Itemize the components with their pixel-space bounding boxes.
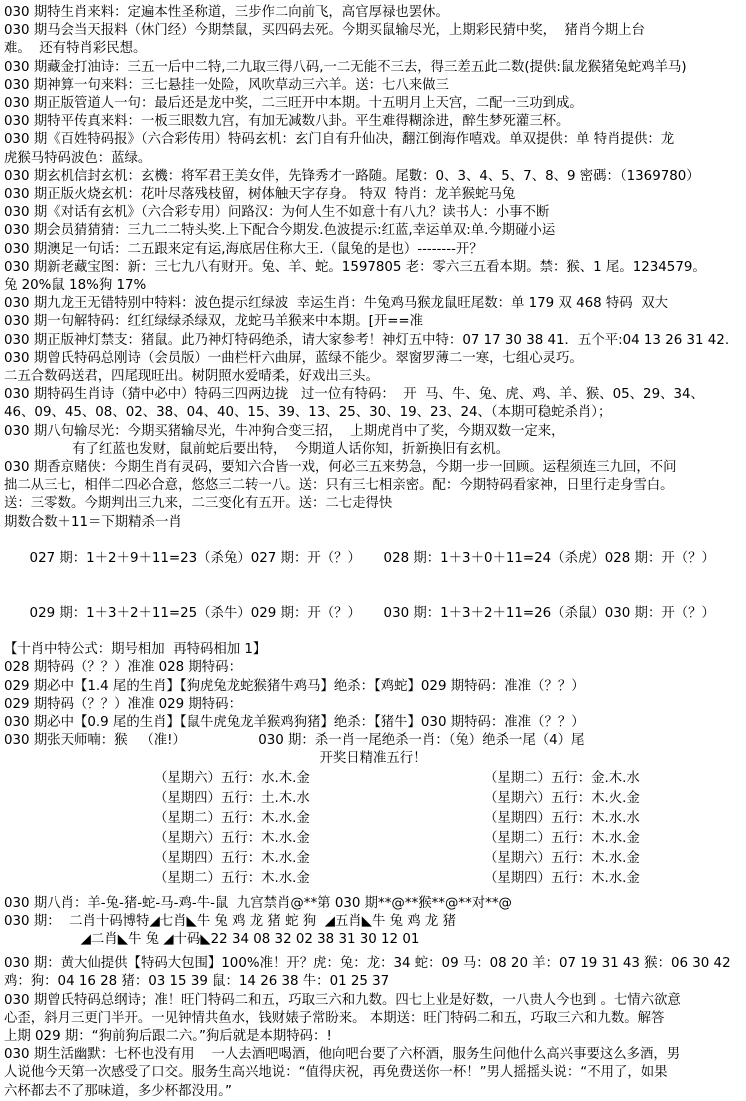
text-line: 030 期： 二肖十码博特◢七肖◣牛 兔 鸡 龙 猪 蛇 狗 ◢五肖◣牛 兔 鸡 龙 猪	[4, 913, 456, 929]
text-line: 鸡：狗：04 16 28 猪：03 15 39 鼠：14 26 38 牛：01 25 37	[4, 974, 390, 990]
wuxing-title: 开奖日精准五行！	[319, 751, 427, 767]
wuxing-row	[154, 809, 742, 829]
text-line: 029 期必中【1.4 尾的生肖】【狗虎兔龙蛇猴猪牛鸡马】绝杀：【鸡蛇】029 期特码：准准（？？）	[4, 678, 585, 694]
text-line: 030 期特码生肖诗（猜中必中）特码三四两边拢 过一位有特码： 开 马、牛、兔、虎、鸡、羊、猴、05、29、34、	[4, 387, 704, 403]
wuxing-cell: （星期六）五行：木.水.金	[484, 850, 640, 866]
wuxing-row	[154, 869, 742, 889]
wuxing-cell: （星期四）五行：木.水.金	[154, 850, 310, 866]
text-line: 二五合数码送君，四尾现旺出。树阴照水爱晴柔，好戏出三头。	[4, 369, 379, 385]
section-3	[4, 641, 742, 750]
text-line: 46、09、45、08、02、38、04、40、15、39、13、25、30、19、23、24、（本期可稳蛇杀肖）；	[4, 405, 612, 421]
wuxing-row	[154, 789, 742, 809]
calc-cell: 028 期：1＋3＋0＋11=24（杀虎）028 期：开（？）	[383, 551, 715, 567]
text-line: 030 期《百姓特码报》（六合彩传用）特码玄机：玄门自有升仙决，翻江倒海作嘻戏。单双提供：单 特肖提供：龙	[4, 132, 675, 148]
text-line: 030 期特生肖来料：定遍本性圣称道，三步作二向前飞，高官厚禄也罢休。	[4, 5, 449, 20]
text-line: 人说他今天第一次感受了口交。服务生高兴地说：“值得庆祝，再免费送你一杯！”男人摇摇头说：“不用了，如果	[4, 1065, 668, 1081]
wuxing-cell: （星期四）五行：木.水.金	[484, 870, 640, 886]
text-line: 难。 还有特肖彩民想。	[4, 41, 147, 57]
text-line: 030 期会员猜猜猜：三九二二特头奖.上下配合今期发.色波提示:红蓝,幸运单双:单.今期碰小运	[4, 223, 556, 239]
text-line: 030 期马会当天报料（休门经）今期禁鼠，买四码去死。今期买鼠输尽光，上期彩民猜中奖， 猪肖今期上台	[4, 23, 645, 39]
text-line: 拙二从三七，相伴二四必合意，悠悠三二转一八。送：只有三七相亲密。配：今期特码看家神，日里行走身雪白。	[4, 478, 674, 494]
text-line: 030 期《对话有玄机》（六合彩专用）问路汉：为何人生不如意十有八九？读书人：小事不断	[4, 205, 550, 221]
text-line: 兔 20%鼠 18%狗 17%	[4, 278, 147, 294]
wuxing-grid	[154, 769, 742, 889]
wuxing-cell: （星期四）五行：土.木.水	[154, 790, 310, 806]
text-line: 030 期九龙王无错特别中特料：波色提示红绿波 幸运生肖：牛兔鸡马猴龙鼠旺尾数：单 179 双 468 特码 双大	[4, 296, 668, 312]
text-line: ◢二肖◣牛 兔 ◢十码◣22 34 08 32 02 38 31 30 12 01	[4, 931, 420, 947]
text-line: 030 期张天师喃：猴 （准!） 030 期：杀一肖一尾绝杀一肖：（兔）绝杀一尾（4）尾	[4, 733, 585, 749]
text-line: 030 期正版火烧玄机：花叶尽落残枝留，树体触天字存身。 特双 特肖：龙羊猴蛇马兔	[4, 187, 516, 203]
calc-row	[4, 587, 742, 642]
text-line: 030 期玄机信封玄机：玄機：将军君王美女伴，先锋秀才一路随。尾數：0、3、4、5、7、8、9 密碼：（1369780）	[4, 168, 700, 184]
text-line: 030 期神算一句来料：三七悬挂一处险，风吹草动三六羊。送：七八来做三	[4, 77, 449, 93]
text-line: 030 期曾氏特码总纲诗；准！旺门特码二和五，巧取三六和九数。四七上业是好数，一八贵人今也到 。七情六欲意	[4, 992, 681, 1008]
text-line: 030 期澳足一句话：二五跟来定有运,海底居住称大王.（鼠兔的是也）--------开？	[4, 241, 483, 257]
text-line: 虎猴马特码波色：蓝绿。	[4, 150, 152, 166]
text-line: 有了红蓝也发财，鼠前蛇后要出特， 今期道人话你知，折新换旧有玄机。	[4, 441, 510, 457]
text-line: 030 期藏金打油诗：三五一后中二特,二九取三得八码,一二无能不三去，得三差五此二数(提供:鼠龙猴猪兔蛇鸡羊马)	[4, 59, 687, 75]
text-line: 心歪，斜月三更门半开。一见钟情共鱼水，钱财婊子常盼来。 本期送：旺门特码二和五，巧取三六和九数。解答	[4, 1010, 665, 1026]
calc-cell: 027 期：1＋2＋9＋11=23（杀兔）027 期：开（？）	[29, 551, 361, 567]
wuxing-cell: （星期二）五行：木.水.金	[154, 810, 310, 826]
calc-row	[4, 532, 742, 587]
wuxing-row	[154, 769, 742, 789]
text-line: 【十肖中特公式：期号相加 再特码相加 1】	[4, 642, 267, 658]
text-line: 期数合数＋11＝下期精杀一肖	[4, 514, 182, 530]
text-line: 030 期曾氏特码总刚诗（会员版）一曲栏杆六曲屏，蓝绿不能少。翠窗罗薄二一寒，七组心灵巧。	[4, 350, 583, 366]
calc-cell: 029 期：1＋3＋2＋11=25（杀牛）029 期：开（？）	[29, 605, 361, 621]
text-line: 030 期：黄大仙提供【特码大包围】100%准！开？虎：兔：龙：34 蛇：09 马：08 20 羊：07 19 31 43 猴：06 30 42	[4, 956, 731, 972]
wuxing-cell: （星期二）五行：金.木.水	[484, 770, 640, 786]
text-line: 030 期必中【0.9 尾的生肖】【鼠牛虎兔龙羊猴鸡狗猪】绝杀：【猪牛】030 期特码：准准（？？）	[4, 714, 585, 730]
text-line: 029 期特码（？？）准准 029 期特码：	[4, 696, 242, 712]
wuxing-row	[154, 829, 742, 849]
section-1	[4, 4, 742, 295]
text-line: 028 期特码（？？）准准 028 期特码：	[4, 660, 242, 676]
calc-table	[4, 532, 742, 641]
text-line: 送：三零数。今期判出三九来，二三变化有五开。送：二七走得快	[4, 496, 393, 512]
wuxing-cell: （星期四）五行：木.水.水	[484, 810, 640, 826]
text-line: 上期 029 期：“狗前狗后跟二六。”狗后就是本期特码：!	[4, 1028, 332, 1044]
section-2	[4, 295, 742, 532]
text-line: 030 期特平传真来料：一板三眼数九宫，有加无减数八卦。平生难得糊涂进，醉生梦死灌三杯。	[4, 114, 570, 130]
text-line: 030 期八句输尽光：今期买猪输尽光，牛冲狗合变三招， 上期虎肖中了奖，今期双数一定来，	[4, 423, 565, 439]
wuxing-cell: （星期二）五行：木.水.金	[484, 830, 640, 846]
wuxing-cell: （星期二）五行：木.水.金	[154, 870, 310, 886]
text-line: 030 期正版神灯禁支：猪鼠。此乃神灯特码绝杀，请大家参考！神灯五中特：07 17 30 38 41．五个平:04 13 26 31 42.	[4, 332, 730, 348]
text-line: 030 期新老藏宝图：新：三七九八有财开。兔、羊、蛇。1597805 老：零六三五看本期。禁：猴、1 尾。1234579。	[4, 259, 706, 275]
text-line: 030 期八肖：羊-兔-猪-蛇-马-鸡-牛-鼠 九宫禁肖@**第 030 期**@**猴**@**对**@	[4, 895, 512, 911]
section-5	[4, 955, 742, 1101]
text-line: 030 期一句解特码：红红绿绿杀绿双，龙蛇马羊猴来中本期。[开==准	[4, 314, 424, 330]
text-line: 六杯都去不了那味道，多少杯都没用。”	[4, 1083, 232, 1099]
section-4	[4, 895, 742, 950]
text-line: 030 期香京赌侠：今期生肖有灵码，要知六合皆一戏，何必三五来势急，今期一步一回顾。运程须连三九回，不问	[4, 460, 677, 476]
wuxing-cell: （星期六）五行：水.木.金	[154, 770, 310, 786]
wuxing-cell: （星期六）五行：木.水.金	[154, 830, 310, 846]
text-line: 030 期生活幽默：七杯也没有用 一人去酒吧喝酒，他向吧台要了六杯酒，服务生问他什么高兴事要这么多酒，男	[4, 1047, 681, 1063]
wuxing-cell: （星期六）五行：木.火.金	[484, 790, 640, 806]
text-line: 030 期正版管道人一句：最后还是龙中奖，二三旺开中本期。十五明月上天宫，二配一三功到成。	[4, 96, 583, 112]
calc-cell: 030 期：1＋3＋2＋11=26（杀鼠）030 期：开（？）	[383, 605, 715, 621]
wuxing-row	[154, 849, 742, 869]
